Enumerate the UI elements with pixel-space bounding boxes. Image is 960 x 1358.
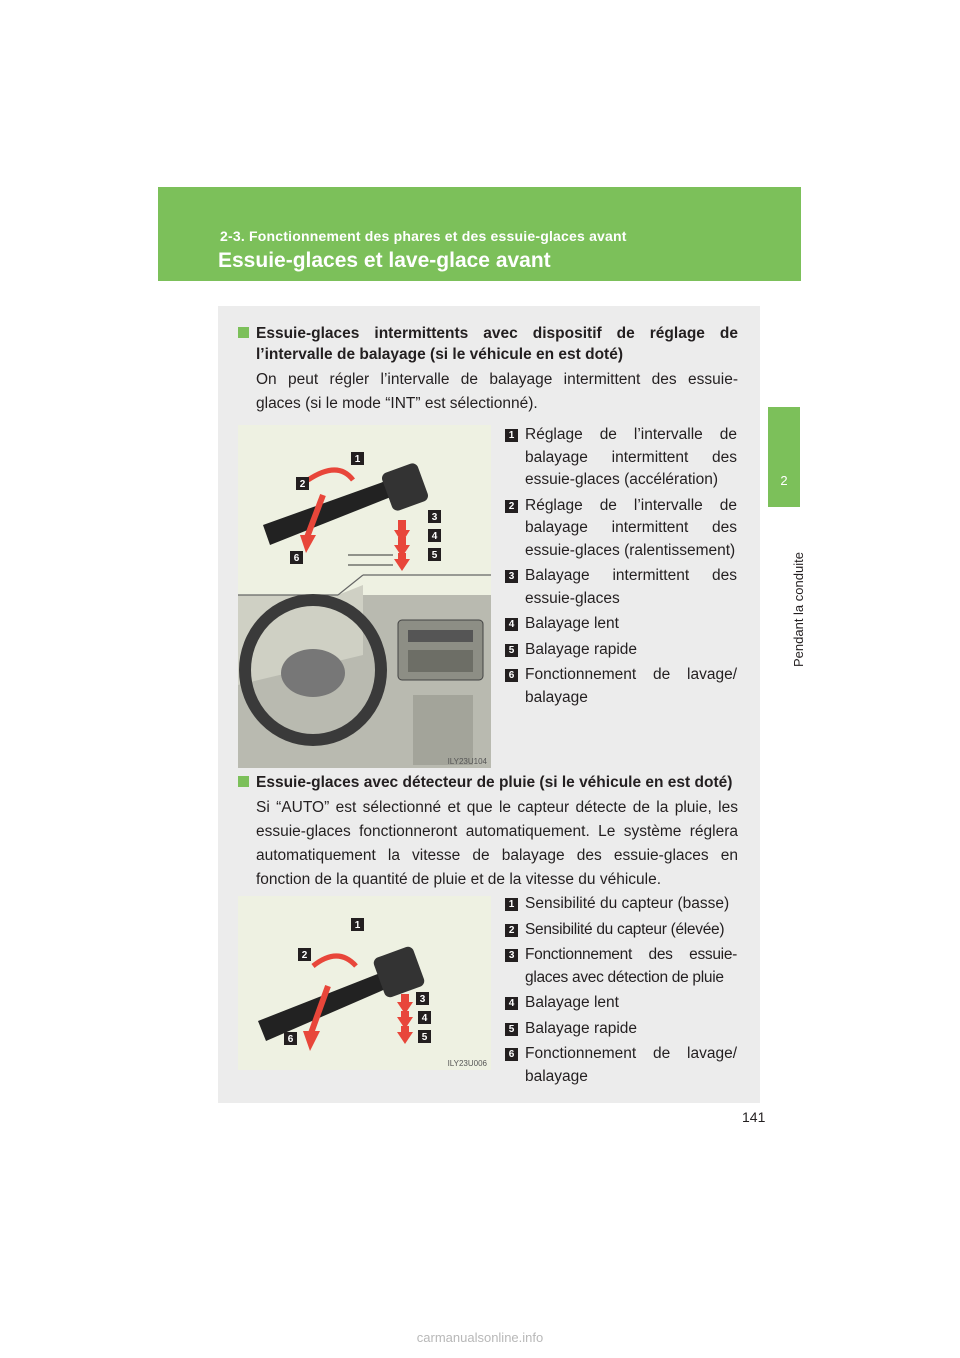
list-item: 4 Balayage lent (505, 992, 737, 1015)
figure-code: ILY23U104 (447, 757, 487, 766)
list-item: 6 Fonctionnement de lavage/ balayage (505, 1043, 737, 1088)
list-item: 1 Sensibilité du capteur (basse) (505, 893, 737, 916)
svg-text:1: 1 (354, 454, 361, 465)
list-item: 3 Fonctionnement des essuie-glaces avec détection de pluie (505, 944, 737, 989)
svg-text:4: 4 (431, 531, 438, 542)
list-item: 4 Balayage lent (505, 613, 737, 636)
svg-text:2: 2 (301, 950, 308, 961)
section1-body: On peut régler l’intervalle de balayage intermittent des essuie- glaces (si le mode “INT” est sélectionné). (256, 371, 738, 412)
list-item: 1 Réglage de l’intervalle de balayage intermittent des essuie-glaces (accélération) (505, 424, 737, 492)
section-title: 2-3. Fonctionnement des phares et des essuie-glaces avant (220, 228, 627, 244)
page-title: Essuie-glaces et lave-glace avant (218, 249, 551, 272)
svg-text:2: 2 (299, 479, 306, 490)
bullet-square-icon (238, 776, 249, 787)
list-item: 2 Réglage de l’intervalle de balayage intermittent des essuie-glaces (ralentissement) (505, 495, 737, 563)
watermark-footer: carmanualsonline.info (416, 1330, 544, 1345)
list-item: 5 Balayage rapide (505, 1018, 737, 1041)
rain-sensor-lever-illustration (238, 896, 491, 1070)
section2-heading: Essuie-glaces avec détecteur de pluie (si le véhicule en est doté) (238, 772, 738, 793)
list-item: 3 Balayage intermittent des essuie-glaces (505, 565, 737, 610)
page-number: 141 (742, 1109, 766, 1125)
chapter-label-text: Pendant la conduite (791, 552, 806, 667)
section1-heading: Essuie-glaces intermittents avec dispositif de réglage de l’intervalle de balayage (si le véhicule en est doté) (238, 323, 738, 365)
svg-text:5: 5 (431, 550, 438, 561)
svg-text:6: 6 (287, 1034, 294, 1045)
section2-legend (505, 893, 737, 1091)
svg-text:3: 3 (431, 512, 438, 523)
svg-text:5: 5 (421, 1032, 428, 1043)
section2-body: Si “AUTO” est sélectionné et que le capteur détecte de la pluie, les essuie-glaces fonctionneront automatiquement. Le système réglera automatiquement la vitesse de balayage des essuie-glaces en fonction de la quantité de pluie et de la vitesse du véhicule. (256, 799, 738, 888)
svg-text:4: 4 (421, 1013, 428, 1024)
steering-wheel-figure (238, 425, 491, 768)
list-item: 6 Fonctionnement de lavage/ balayage (505, 664, 737, 709)
svg-text:6: 6 (293, 553, 300, 564)
svg-text:1: 1 (354, 920, 361, 931)
bullet-square-icon (238, 327, 249, 338)
rain-sensor-lever-figure (238, 896, 491, 1070)
chapter-side-label (768, 517, 806, 677)
list-item: 2 Sensibilité du capteur (élevée) (505, 919, 737, 942)
svg-text:3: 3 (419, 994, 426, 1005)
chapter-header (158, 187, 801, 281)
wiper-lever-dashboard-illustration (238, 425, 491, 768)
figure-code: ILY23U006 (447, 1059, 487, 1068)
list-item: 5 Balayage rapide (505, 639, 737, 662)
section1-legend (505, 424, 737, 712)
chapter-tab[interactable] (768, 407, 800, 507)
chapter-number: 2 (780, 473, 788, 488)
